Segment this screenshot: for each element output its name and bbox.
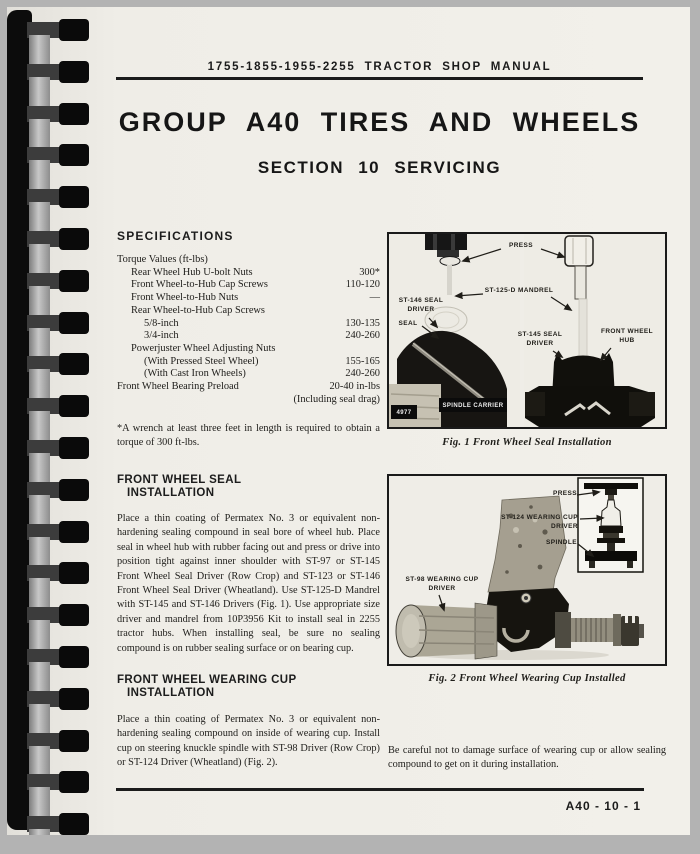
spec-row: (With Cast Iron Wheels) 240-260 (144, 368, 380, 380)
torque-footnote: *A wrench at least three feet in length is required to obtain a torque of 300 ft-lbs. (117, 423, 380, 449)
fig1-label-mandrel: ST-125-D MANDREL (484, 287, 554, 294)
page-number: A40 - 10 - 1 (565, 799, 641, 813)
fig2-label-st124-driver: ST-124 WEARING CUP DRIVER (501, 514, 578, 530)
wearing-cup-care-note: Be careful not to damage surface of wearing cup or allow sealing compound to get on it during installation. (388, 745, 666, 771)
manual-page (7, 7, 690, 835)
spec-row: Front Wheel Bearing Preload 20-40 in-lbs (117, 381, 380, 393)
manual-title: 1755-1855-1955-2255 TRACTOR SHOP MANUAL (207, 61, 552, 73)
fig1-label-press: PRESS (508, 242, 534, 249)
figure-1 (387, 232, 667, 429)
seal-installation-body: Place a thin coating of Permatex No. 3 or equivalent non-hardening sealing compound in seal bore of wheel hub. Place seal in wheel hub with rubber facing out and press or drive into position tight against inner shoulder with ST-97 or ST-145 Front Wheel Seal Driver (Row Crop) and ST-123 or ST-146 Front Wheel Seal Driver (Wheatland). Use ST-125-D Mandrel with ST-145 and ST-146 Drivers (Fig. 1). Use appropriate size driver and mandrel from 10P3956 Kit to install seal in 2255 tractor hubs. When installing seal, be sure no sealing compound is on rubber sealing surface or on bearing cup. (117, 513, 380, 654)
fig1-label-seal: SEAL (398, 320, 418, 327)
fig2-label-st98-driver: ST-98 WEARING CUP DRIVER (405, 576, 479, 592)
fig1-label-st145-driver: ST-145 SEAL DRIVER (517, 331, 563, 347)
wearing-cup-body: Place a thin coating of Permatex No. 3 or equivalent non-hardening sealing compound on inside of wearing cup. Install cup on steering knuckle spindle with ST-98 Driver (Row Crop) or ST-124 Driver (Wheatland) (Fig. 2). (117, 714, 380, 769)
figure-1-caption: Fig. 1 Front Wheel Seal Installation (442, 437, 612, 448)
spec-row: Front Wheel-to-Hub Cap Screws 110-120 (131, 279, 380, 291)
spec-row: Rear Wheel-to-Hub Cap Screws (131, 304, 265, 316)
fig1-label-st146-driver: ST-146 SEAL DRIVER (398, 297, 444, 313)
figure-2-caption: Fig. 2 Front Wheel Wearing Cup Installed (428, 673, 626, 684)
section-title: SECTION 10 SERVICING (257, 158, 502, 177)
spec-row: Front Wheel-to-Hub Nuts — (131, 292, 380, 304)
fig1-label-front-wheel-hub: FRONT WHEEL HUB (600, 328, 654, 344)
spec-row: Torque Values (ft-lbs) (117, 254, 208, 265)
figure-2 (387, 474, 667, 666)
fig1-photo-id: 4977 (396, 410, 412, 416)
spec-row: 3/4-inch 240-260 (144, 330, 380, 342)
wearing-cup-heading: FRONT WHEEL WEARING CUP INSTALLATION (117, 674, 297, 699)
fig2-label-spindle: SPINDLE (546, 539, 577, 546)
seal-installation-heading: FRONT WHEEL SEAL INSTALLATION (117, 474, 242, 499)
figure-2-photo (389, 476, 665, 664)
spec-row: Rear Wheel Hub U-bolt Nuts 300* (131, 266, 380, 278)
specifications-heading: SPECIFICATIONS (117, 229, 234, 243)
spec-row: (Including seal drag) (293, 393, 380, 405)
group-title: GROUP A40 TIRES AND WHEELS (118, 107, 641, 137)
header-rule (116, 77, 643, 80)
comb-binding (7, 7, 99, 835)
specifications-table (117, 254, 380, 406)
spec-row: 5/8-inch 130-135 (144, 317, 380, 329)
spec-row: Powerjuster Wheel Adjusting Nuts (131, 342, 276, 354)
fig2-label-press: PRESS (552, 490, 577, 497)
footer-rule (116, 788, 644, 791)
fig1-label-spindle-carrier: SPINDLE CARRIER (442, 403, 504, 409)
spec-row: (With Pressed Steel Wheel) 155-165 (144, 355, 380, 367)
